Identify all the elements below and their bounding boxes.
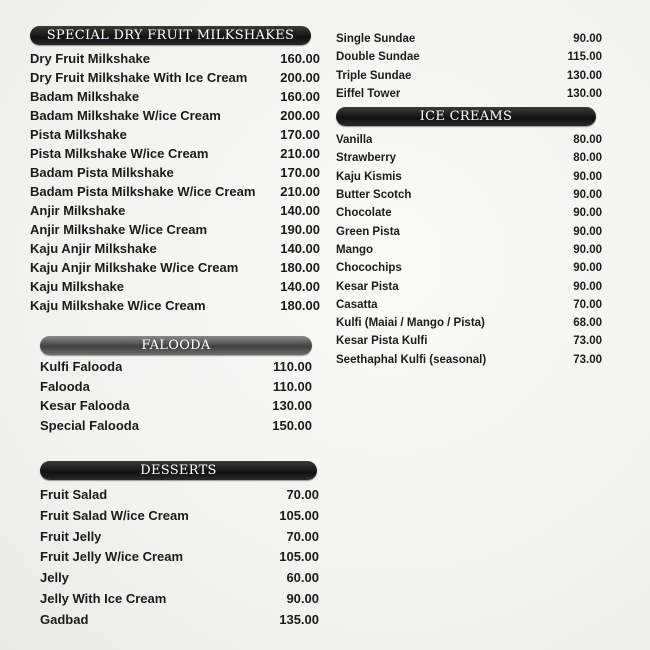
item-price: 90.00 [573, 33, 602, 45]
item-price: 110.00 [272, 359, 312, 374]
item-name: Falooda [40, 378, 90, 394]
menu-item-row [336, 48, 602, 66]
desserts-section [30, 461, 319, 631]
item-price: 140.00 [280, 203, 320, 218]
item-name: Badam Pista Milkshake W/ice Cream [30, 184, 256, 199]
item-price: 70.00 [286, 528, 319, 544]
ice-creams-section [336, 107, 602, 369]
sundaes-section [336, 30, 602, 103]
menu-item-row [30, 87, 320, 106]
item-price: 190.00 [280, 222, 320, 237]
menu-item-row [40, 377, 312, 397]
menu-item-row [336, 351, 602, 369]
item-price: 130.00 [272, 398, 312, 413]
item-price: 80.00 [573, 152, 602, 165]
item-name: Badam Milkshake W/ice Cream [30, 108, 221, 123]
menu-item-row [40, 357, 312, 377]
left-column [30, 26, 320, 631]
item-price: 130.00 [566, 87, 602, 100]
item-name: Kaju Anjir Milkshake [30, 241, 157, 256]
item-price: 170.00 [280, 165, 320, 180]
item-name: Green Pista [336, 225, 400, 238]
item-price: 90.00 [573, 243, 602, 256]
item-name: Kaju Milkshake [30, 279, 124, 294]
item-price: 200.00 [280, 108, 320, 123]
item-price: 130.00 [566, 69, 602, 82]
item-name: Mango [336, 243, 374, 256]
ice-creams-list [336, 131, 602, 369]
item-name: Fruit Jelly W/ice Cream [40, 549, 184, 565]
menu-item-row [40, 506, 319, 527]
menu-item-row [336, 204, 602, 222]
item-price: 140.00 [280, 279, 320, 294]
item-price: 90.00 [573, 262, 602, 275]
menu-item-row [30, 220, 320, 239]
menu-item-row [30, 106, 320, 125]
item-name: Kulfi (Maiai / Mango / Pista) [336, 317, 485, 330]
item-name: Kaju Milkshake W/ice Cream [30, 298, 206, 313]
item-price: 200.00 [280, 70, 320, 85]
item-price: 90.00 [573, 189, 602, 202]
item-price: 160.00 [280, 51, 320, 66]
item-price: 135.00 [279, 611, 319, 627]
menu-item-row [336, 332, 602, 350]
item-name: Anjir Milkshake [30, 203, 126, 218]
menu-item-row [336, 186, 602, 204]
menu-item-row [40, 485, 319, 506]
item-name: Special Falooda [40, 417, 139, 433]
right-column [336, 30, 602, 369]
menu-item-row [30, 201, 320, 220]
item-price: 170.00 [280, 127, 320, 142]
item-price: 68.00 [573, 317, 602, 330]
menu-item-row [30, 239, 320, 258]
item-name: Kesar Pista Kulfi [336, 335, 428, 348]
item-price: 90.00 [573, 280, 602, 293]
item-name: Chocolate [336, 207, 392, 220]
menu-item-row [336, 149, 602, 167]
item-name: Strawberry [336, 152, 397, 165]
item-price: 210.00 [280, 184, 320, 199]
item-name: Eiffel Tower [336, 87, 401, 100]
menu-item-row [336, 30, 602, 48]
item-price: 60.00 [286, 570, 319, 586]
item-name: Kaju Kismis [336, 170, 402, 183]
ice-creams-banner: ICE CREAMS [336, 107, 596, 126]
desserts-list [40, 485, 319, 631]
falooda-list [40, 357, 312, 435]
item-name: Chocochips [336, 262, 402, 275]
sundaes-list [336, 30, 602, 103]
menu-item-row [336, 85, 602, 103]
item-price: 140.00 [280, 241, 320, 256]
item-name: Fruit Jelly [40, 528, 102, 544]
item-name: Jelly [40, 570, 69, 586]
menu-item-row [336, 168, 602, 186]
menu-item-row [30, 258, 320, 277]
item-price: 70.00 [573, 298, 602, 311]
milkshakes-section [30, 26, 320, 315]
menu-item-row [336, 259, 602, 277]
item-price: 90.00 [573, 207, 602, 220]
item-price: 70.00 [286, 487, 319, 502]
menu-item-row [336, 131, 602, 149]
menu-item-row [30, 163, 320, 182]
item-name: Badam Milkshake [30, 89, 140, 104]
falooda-section [30, 336, 312, 435]
item-price: 150.00 [272, 417, 312, 433]
item-price: 90.00 [573, 170, 602, 183]
item-name: Anjir Milkshake W/ice Cream [30, 222, 208, 237]
menu-item-row [40, 547, 319, 568]
item-name: Pista Milkshake [30, 127, 127, 142]
menu-item-row [40, 416, 312, 436]
menu-item-row [30, 144, 320, 163]
item-price: 73.00 [573, 335, 602, 348]
item-name: Vanilla [336, 134, 373, 147]
item-name: Jelly With Ice Cream [40, 590, 167, 606]
menu-item-row [336, 278, 602, 296]
item-name: Double Sundae [336, 51, 420, 64]
item-name: Dry Fruit Milkshake With Ice Cream [30, 70, 248, 85]
menu-item-row [30, 68, 320, 87]
item-name: Dry Fruit Milkshake [30, 51, 150, 66]
item-name: Badam Pista Milkshake [30, 165, 174, 180]
menu-item-row [30, 49, 320, 68]
item-price: 105.00 [279, 507, 319, 523]
menu-item-row [40, 396, 312, 416]
menu-item-row [40, 610, 319, 631]
item-price: 90.00 [573, 225, 602, 238]
menu-item-row [30, 296, 320, 315]
menu-item-row [40, 527, 319, 548]
menu-item-row [336, 241, 602, 259]
menu-item-row [336, 67, 602, 85]
milkshakes-list [30, 49, 320, 315]
item-price: 180.00 [280, 298, 320, 313]
item-name: Pista Milkshake W/ice Cream [30, 146, 209, 161]
item-name: Casatta [336, 298, 378, 311]
menu-item-row [30, 125, 320, 144]
item-price: 160.00 [280, 89, 320, 104]
item-name: Seethaphal Kulfi (seasonal) [336, 353, 487, 366]
item-price: 210.00 [280, 146, 320, 161]
menu-item-row [30, 182, 320, 201]
item-name: Kulfi Falooda [40, 359, 123, 374]
milkshakes-banner: SPECIAL DRY FRUIT MILKSHAKES [30, 26, 311, 45]
item-name: Fruit Salad [40, 487, 108, 502]
item-name: Kaju Anjir Milkshake W/ice Cream [30, 260, 239, 275]
desserts-banner: DESSERTS [40, 461, 317, 480]
item-name: Single Sundae [336, 33, 416, 45]
menu-item-row [30, 277, 320, 296]
item-price: 80.00 [573, 134, 602, 147]
menu-item-row [336, 314, 602, 332]
item-price: 73.00 [573, 353, 602, 366]
item-name: Triple Sundae [336, 69, 412, 82]
item-name: Fruit Salad W/ice Cream [40, 507, 189, 523]
falooda-banner: FALOODA [40, 336, 312, 355]
item-name: Kesar Falooda [40, 398, 130, 413]
item-price: 180.00 [280, 260, 320, 275]
item-price: 105.00 [279, 549, 319, 565]
item-price: 115.00 [567, 51, 602, 64]
item-name: Butter Scotch [336, 189, 412, 202]
item-name: Gadbad [40, 611, 89, 627]
menu-item-row [336, 223, 602, 241]
menu-item-row [40, 589, 319, 610]
menu-item-row [40, 568, 319, 589]
item-name: Kesar Pista [336, 280, 399, 293]
item-price: 110.00 [272, 378, 312, 394]
item-price: 90.00 [286, 590, 319, 606]
menu-item-row [336, 296, 602, 314]
